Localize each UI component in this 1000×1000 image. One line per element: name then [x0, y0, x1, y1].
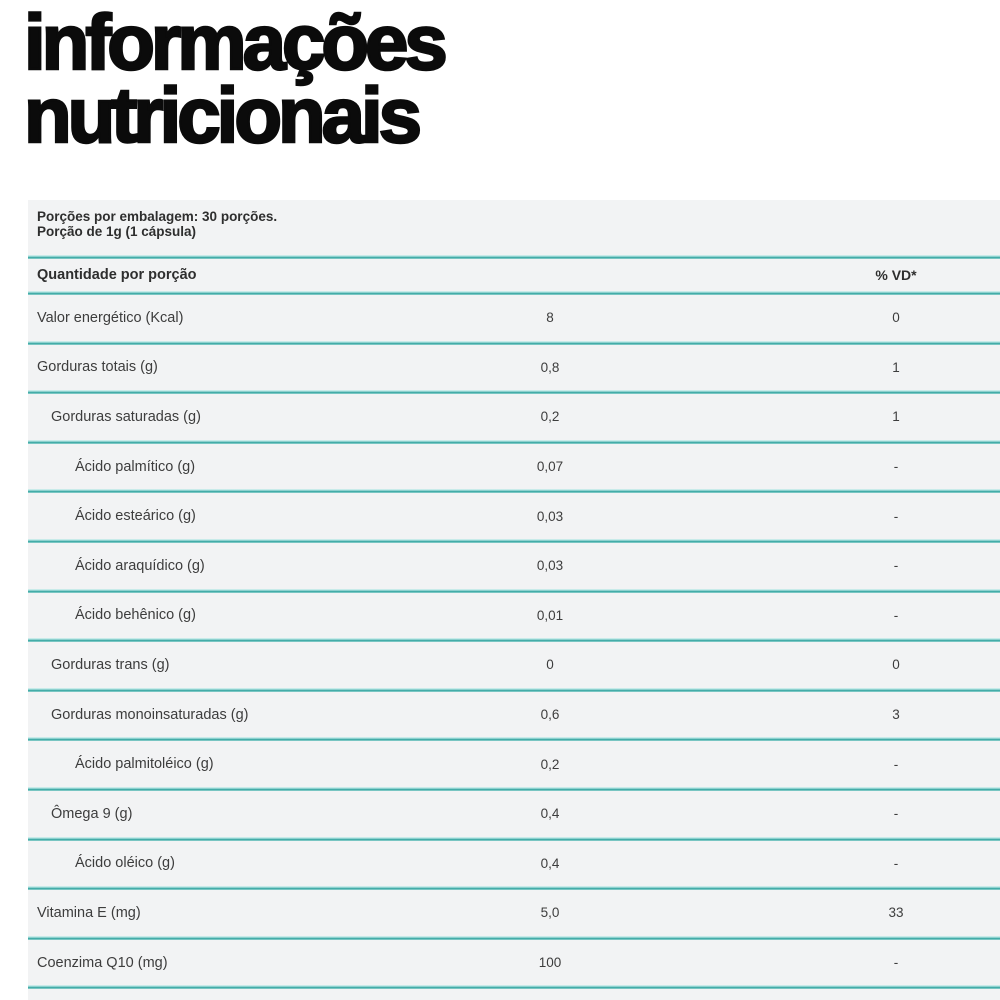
row-amount: 0,03	[536, 558, 564, 574]
row-daily-value: 33	[888, 905, 904, 921]
row-label: Ácido palmítico (g)	[75, 458, 196, 475]
row-daily-value: 0	[892, 310, 900, 326]
table-row	[28, 444, 1000, 490]
row-label: Gorduras saturadas (g)	[51, 408, 201, 425]
row-label: Gorduras trans (g)	[51, 656, 170, 673]
serving-size: Porção de 1g (1 cápsula)	[37, 223, 197, 239]
row-label: Gorduras totais (g)	[37, 359, 158, 376]
row-daily-value: -	[893, 508, 899, 524]
row-daily-value: 3	[892, 707, 900, 723]
row-label: Ácido oléico (g)	[75, 855, 175, 872]
row-daily-value: -	[893, 955, 899, 971]
row-label: Ácido behênico (g)	[75, 607, 196, 624]
table-row	[28, 593, 1000, 639]
table-row	[28, 394, 1000, 440]
row-amount: 0,2	[540, 756, 560, 772]
row-label: Vitamina E (mg)	[37, 904, 141, 921]
serving-info	[28, 200, 1000, 255]
row-amount: 0,2	[540, 409, 560, 425]
page-title	[24, 0, 444, 159]
table-row	[28, 841, 1000, 887]
table-row	[28, 493, 1000, 539]
row-daily-value: -	[893, 855, 899, 871]
row-amount: 0,4	[540, 855, 560, 871]
table-row	[28, 345, 1000, 391]
row-amount: 0	[546, 657, 554, 673]
table-row	[28, 791, 1000, 837]
row-label: Ômega 9 (g)	[51, 805, 133, 822]
table-row	[28, 295, 1000, 341]
row-amount: 0,4	[540, 806, 560, 822]
row-daily-value: 1	[892, 409, 900, 425]
row-daily-value: -	[893, 558, 899, 574]
row-label: Gorduras monoinsaturadas (g)	[51, 706, 249, 723]
table-row	[28, 543, 1000, 589]
row-daily-value: -	[893, 459, 899, 475]
row-amount: 100	[538, 955, 562, 971]
row-amount: 0,03	[536, 508, 564, 524]
table-row	[28, 692, 1000, 738]
row-daily-value: -	[893, 607, 899, 623]
table-row	[28, 890, 1000, 936]
row-label: Ácido palmitoléico (g)	[75, 756, 214, 773]
nutrition-table	[28, 200, 1000, 1000]
row-amount: 0,07	[536, 459, 564, 475]
quantity-column-header: Quantidade por porção	[37, 267, 197, 283]
daily-value-column-header: % VD*	[875, 267, 917, 283]
row-divider	[28, 985, 1000, 989]
row-label: Ácido esteárico (g)	[75, 508, 196, 525]
row-amount: 0,8	[540, 359, 560, 375]
table-row	[28, 741, 1000, 787]
row-label: Coenzima Q10 (mg)	[37, 954, 168, 971]
row-amount: 0,01	[536, 607, 564, 623]
row-daily-value: 0	[892, 657, 900, 673]
table-row	[28, 940, 1000, 986]
page-title-line2: nutricionais	[24, 71, 419, 159]
row-daily-value: 1	[892, 359, 900, 375]
table-header-row	[28, 259, 1000, 291]
page-title-line1: informações	[24, 0, 444, 86]
row-amount: 5,0	[540, 905, 560, 921]
row-daily-value: -	[893, 806, 899, 822]
row-label: Ácido araquídico (g)	[75, 557, 205, 574]
row-daily-value: -	[893, 756, 899, 772]
row-label: Valor energético (Kcal)	[37, 309, 184, 326]
table-row	[28, 642, 1000, 688]
servings-per-package: Porções por embalagem: 30 porções.	[37, 209, 278, 224]
table-rows	[28, 295, 1000, 989]
row-amount: 8	[546, 310, 554, 326]
row-amount: 0,6	[540, 707, 560, 723]
